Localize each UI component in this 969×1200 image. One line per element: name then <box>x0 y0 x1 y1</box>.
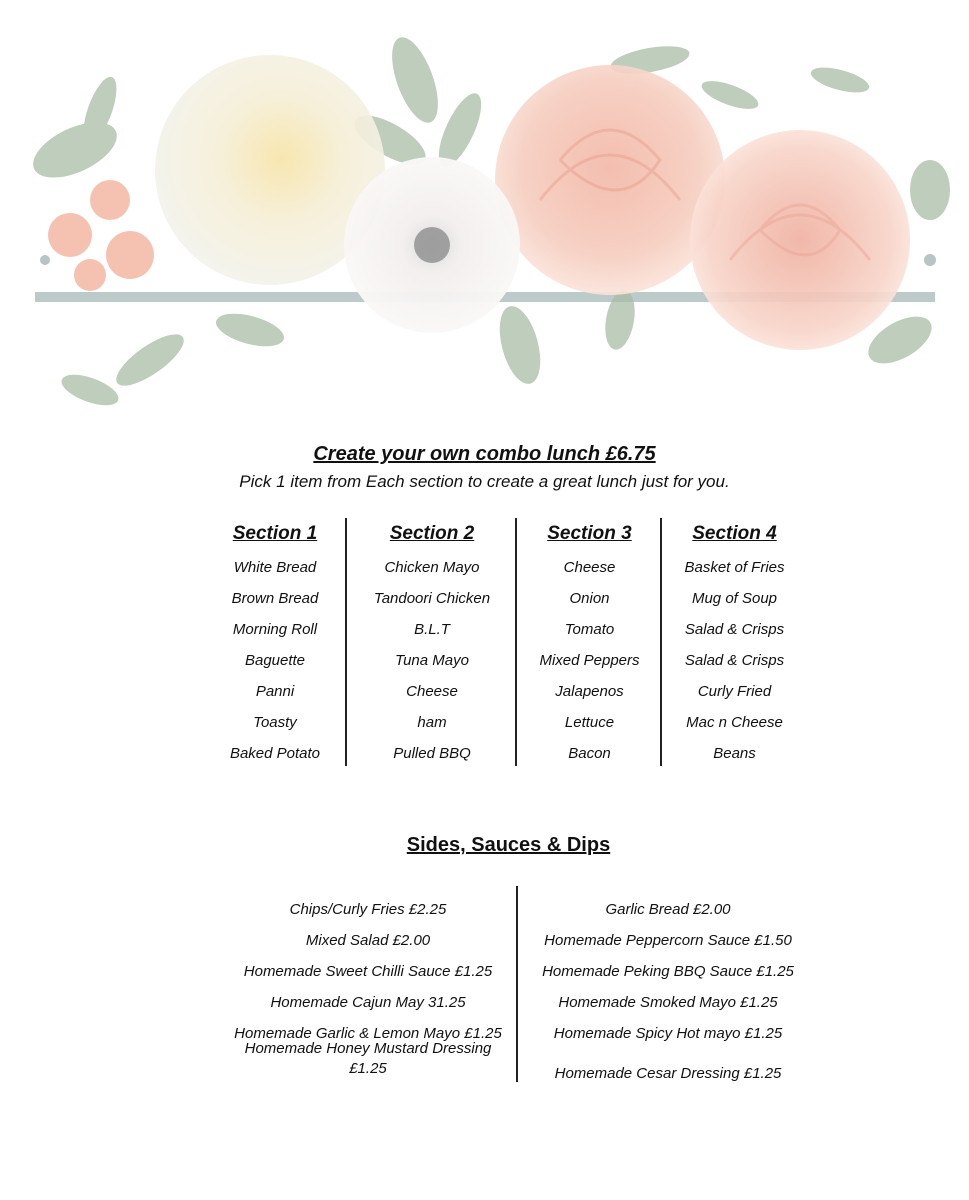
menu-item: Tuna Mayo <box>395 652 469 669</box>
menu-item: Baked Potato <box>229 745 321 762</box>
side-item: Garlic Bread £2.00 <box>605 901 731 918</box>
menu-item: Brown Bread <box>231 590 319 607</box>
section-heading: Section 1 <box>232 523 318 544</box>
floral-banner-image <box>0 0 969 440</box>
menu-item: Curly Fried <box>697 683 772 700</box>
menu-item: Basket of Fries <box>684 559 785 576</box>
combo-sections <box>205 518 805 766</box>
menu-item: Chicken Mayo <box>384 559 480 576</box>
menu-item: Pulled BBQ <box>393 745 471 762</box>
menu-item: Mac n Cheese <box>686 714 783 731</box>
menu-item: Salad & Crisps <box>684 621 785 638</box>
side-item: Homemade Peking BBQ Sauce £1.25 <box>542 963 794 980</box>
combo-title: Create your own combo lunch £6.75 <box>313 443 656 465</box>
pink-rose-large <box>495 65 725 295</box>
menu-item: ham <box>417 714 447 731</box>
menu-item: Tomato <box>564 621 615 638</box>
side-item: Homemade Cajun May 31.25 <box>270 994 466 1011</box>
side-item: Homemade Peppercorn Sauce £1.50 <box>544 932 792 949</box>
section-1-column <box>205 518 345 766</box>
menu-item: Beans <box>713 745 756 762</box>
menu-item: Lettuce <box>564 714 615 731</box>
sides-right-column <box>516 886 818 1082</box>
menu-item: B.L.T <box>414 621 450 638</box>
menu-item: Cheese <box>563 559 616 576</box>
sides-left-column <box>222 894 514 1079</box>
section-heading: Section 4 <box>692 523 777 544</box>
menu-item: Panni <box>255 683 295 700</box>
side-item: Homemade Garlic & Lemon Mayo £1.25 <box>234 1025 502 1042</box>
combo-subtitle: Pick 1 item from Each section to create a great lunch just for you. <box>239 472 730 491</box>
menu-item: Bacon <box>568 745 611 762</box>
small-blossoms <box>48 180 154 291</box>
menu-item: Jalapenos <box>555 683 624 700</box>
menu-item: Baguette <box>244 652 306 669</box>
menu-item: Tandoori Chicken <box>373 590 491 607</box>
side-item: Homemade Honey Mustard Dressing £1.25 <box>244 1040 492 1077</box>
menu-item: White Bread <box>233 559 317 576</box>
menu-item: Mixed Peppers <box>539 652 640 669</box>
section-3-column <box>515 518 662 766</box>
menu-item: Onion <box>569 590 610 607</box>
section-heading: Section 3 <box>547 523 632 544</box>
pink-rose-right <box>690 130 910 350</box>
side-item: Homemade Spicy Hot mayo £1.25 <box>553 1025 783 1042</box>
sides-title: Sides, Sauces & Dips <box>406 834 611 856</box>
menu-item: Salad & Crisps <box>684 652 785 669</box>
section-heading: Section 2 <box>389 523 475 544</box>
section-2-column <box>345 518 517 766</box>
menu-item: Mug of Soup <box>691 590 778 607</box>
side-item: Mixed Salad £2.00 <box>305 932 431 949</box>
menu-item: Toasty <box>253 714 297 731</box>
side-item: Chips/Curly Fries £2.25 <box>289 901 447 918</box>
section-4-column <box>660 518 807 766</box>
side-item: Homemade Sweet Chilli Sauce £1.25 <box>243 963 493 980</box>
menu-item: Cheese <box>406 683 458 700</box>
side-item: Homemade Smoked Mayo £1.25 <box>558 994 778 1011</box>
menu-item: Morning Roll <box>232 621 318 638</box>
side-item: Homemade Cesar Dressing £1.25 <box>554 1065 782 1082</box>
sides-list <box>222 886 822 1082</box>
